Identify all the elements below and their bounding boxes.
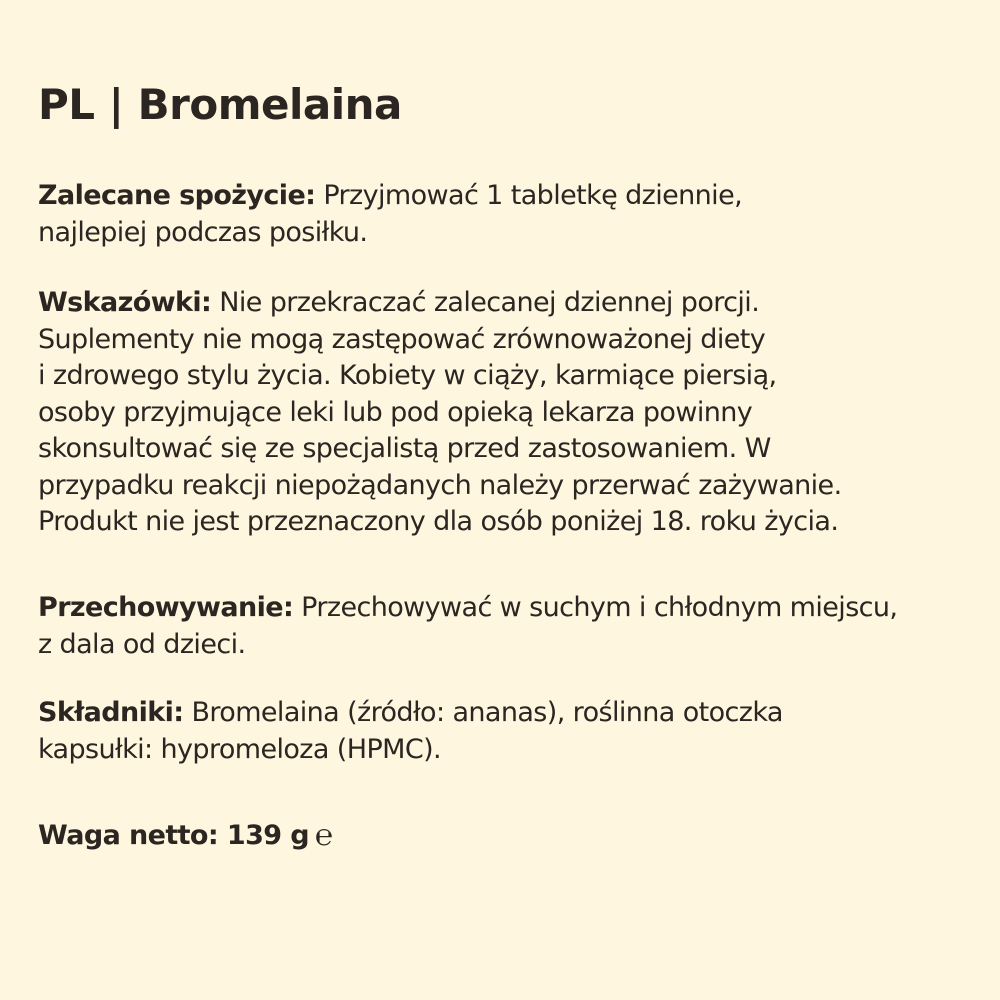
- ingredients-text-line-1: Bromelaina (źródło: ananas), roślinna otoczka: [183, 697, 783, 728]
- ingredients-text-line-2: kapsułki: hypromeloza (HPMC).: [38, 733, 441, 765]
- recommended-usage-label: Zalecane spożycie:: [38, 180, 316, 211]
- net-weight-text: Waga netto: 139 g: [38, 820, 309, 851]
- warnings-text-line-7: Produkt nie jest przeznaczony dla osób poniżej 18. roku życia.: [38, 506, 839, 537]
- warnings-label: Wskazówki:: [38, 287, 212, 318]
- estimated-sign-icon: ℮: [314, 818, 333, 853]
- warnings-text-line-4: osoby przyjmujące leki lub pod opieką lekarza powinny: [38, 396, 753, 428]
- recommended-usage-text-line-1: Przyjmować 1 tabletkę dziennie,: [315, 180, 743, 211]
- page-title: PL | Bromelaina: [38, 80, 402, 129]
- recommended-usage-section: [38, 178, 968, 251]
- warnings-text-line-5: skonsultować się ze specjalistą przed zastosowaniem. W: [38, 433, 771, 464]
- storage-text-line-2: z dala od dzieci.: [38, 628, 246, 660]
- ingredients-label: Składniki:: [38, 697, 184, 728]
- warnings-section: [38, 285, 968, 541]
- net-weight: [38, 818, 332, 853]
- storage-label: Przechowywanie:: [38, 592, 294, 623]
- warnings-text-line-6: przypadku reakcji niepożądanych należy przerwać zażywanie.: [38, 469, 842, 501]
- warnings-text-line-3: i zdrowego stylu życia. Kobiety w ciąży, karmiące piersią,: [38, 360, 777, 391]
- warnings-text-line-1: Nie przekraczać zalecanej dziennej porcji.: [211, 287, 760, 318]
- ingredients-section: [38, 695, 968, 768]
- warnings-text-line-2: Suplementy nie mogą zastępować zrównoważonej diety: [38, 323, 766, 355]
- storage-text-line-1: Przechowywać w suchym i chłodnym miejscu,: [293, 592, 898, 623]
- storage-section: [38, 590, 968, 663]
- recommended-usage-text-line-2: najlepiej podczas posiłku.: [38, 216, 368, 248]
